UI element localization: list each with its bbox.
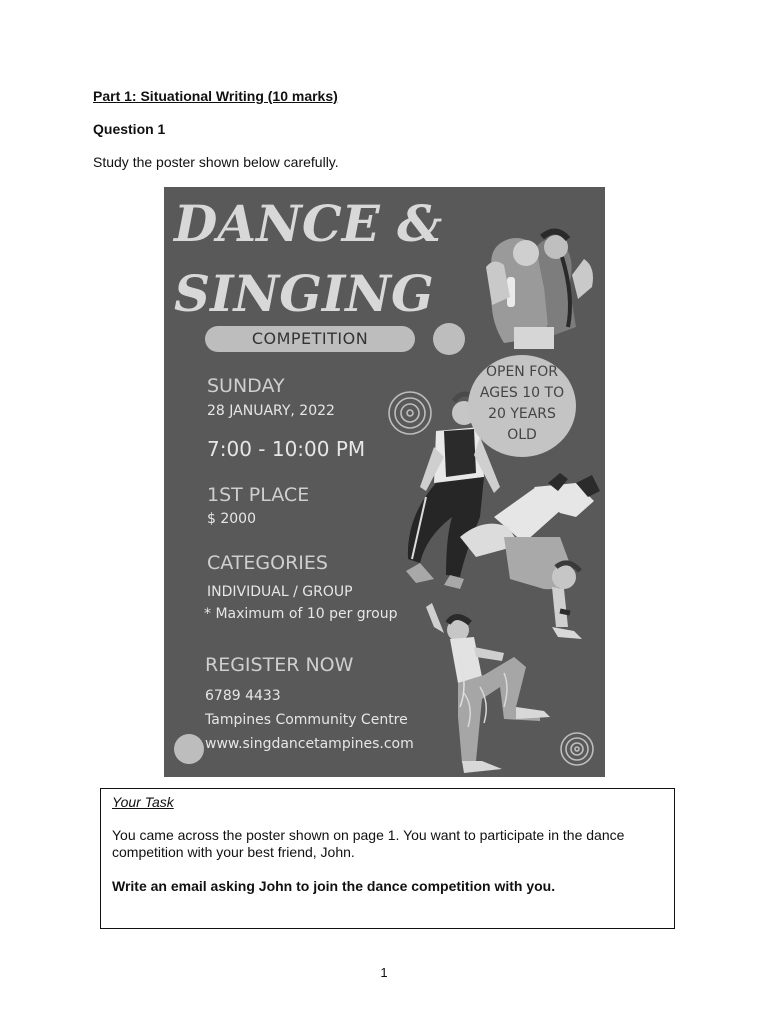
age-badge-line2: AGES 10 TO <box>479 385 565 401</box>
concentric-circle-motif <box>389 392 431 434</box>
dancer-bottom-illustration <box>426 603 550 773</box>
register-venue: Tampines Community Centre <box>205 712 408 728</box>
categories-heading: CATEGORIES <box>207 552 328 574</box>
register-heading: REGISTER NOW <box>205 654 354 676</box>
register-phone: 6789 4433 <box>205 688 281 704</box>
event-date: 28 JANUARY, 2022 <box>207 403 335 419</box>
page-number: 1 <box>380 965 388 980</box>
event-time: 7:00 - 10:00 PM <box>207 437 366 461</box>
categories-note: * Maximum of 10 per group <box>204 606 398 622</box>
competition-pill: COMPETITION <box>205 326 415 352</box>
age-badge-line1: OPEN FOR <box>485 364 559 380</box>
age-badge <box>468 355 576 457</box>
event-day: SUNDAY <box>207 375 285 397</box>
decorative-dot-bottom <box>174 734 204 764</box>
poster-title-line1: DANCE & <box>174 194 443 253</box>
concentric-circle-motif-bottom <box>561 733 593 765</box>
categories-value: INDIVIDUAL / GROUP <box>207 584 353 600</box>
task-action: Write an email asking John to join the dance competition with you. <box>112 878 556 894</box>
age-badge-line4: OLD <box>507 427 537 443</box>
prize-heading: 1ST PLACE <box>207 484 310 506</box>
age-badge-line3: 20 YEARS <box>488 406 556 422</box>
task-label: Your Task <box>112 794 174 810</box>
singers-illustration <box>486 231 593 349</box>
task-box <box>100 788 675 929</box>
task-body: You came across the poster shown on page 1. You want to participate in the dance competition with your best friend, John. <box>112 827 625 860</box>
instruction-text: Study the poster shown below carefully. <box>93 154 339 170</box>
event-poster <box>164 187 605 777</box>
register-website: www.singdancetampines.com <box>205 736 414 752</box>
part-title: Part 1: Situational Writing (10 marks) <box>93 88 338 104</box>
question-label: Question 1 <box>93 121 166 137</box>
prize-value: $ 2000 <box>207 511 256 527</box>
poster-title-line2: SINGING <box>174 264 434 323</box>
decorative-dot <box>433 323 465 355</box>
